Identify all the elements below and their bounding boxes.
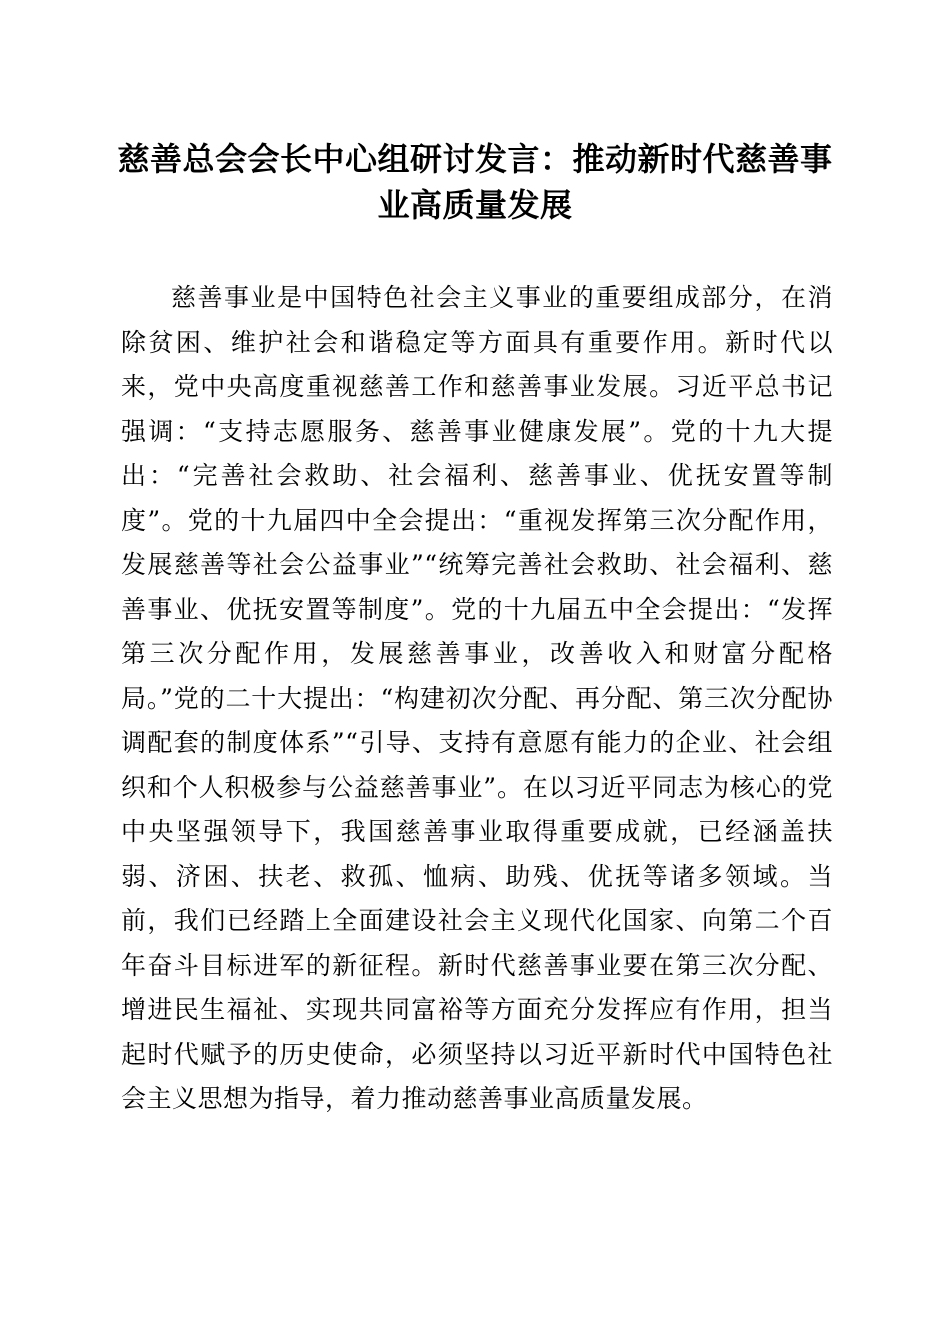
body-paragraph: 慈善事业是中国特色社会主义事业的重要组成部分，在消除贫困、维护社会和谐稳定等方面具有重要作用。新时代以来，党中央高度重视慈善工作和慈善事业发展。习近平总书记强调：“支持志愿服务、慈善事业健康发展”。党的十九大提出：“完善社会救助、社会福利、慈善事业、优抚安置等制度”。党的十九届四中全会提出：“重视发挥第三次分配作用，发展慈善等社会公益事业”“统筹完善社会救助、社会福利、慈善事业、优抚安置等制度”。党的十九届五中全会提出：“发挥第三次分配作用，发展慈善事业，改善收入和财富分配格局。”党的二十大提出：“构建初次分配、再分配、第三次分配协调配套的制度体系”“引导、支持有意愿有能力的企业、社会组织和个人积极参与公益慈善事业”。在以习近平同志为核心的党中央坚强领导下，我国慈善事业取得重要成就，已经涵盖扶弱、济困、扶老、救孤、恤病、助残、优抚等诸多领域。当前，我们已经踏上全面建设社会主义现代化国家、向第二个百年奋斗目标进军的新征程。新时代慈善事业要在第三次分配、增进民生福祉、实现共同富裕等方面充分发挥应有作用，担当起时代赋予的历史使命，必须坚持以习近平新时代中国特色社会主义思想为指导，着力推动慈善事业高质量发展。 <box>121 283 833 1113</box>
document-title: 慈善总会会长中心组研讨发言：推动新时代慈善事业高质量发展 <box>117 140 833 224</box>
